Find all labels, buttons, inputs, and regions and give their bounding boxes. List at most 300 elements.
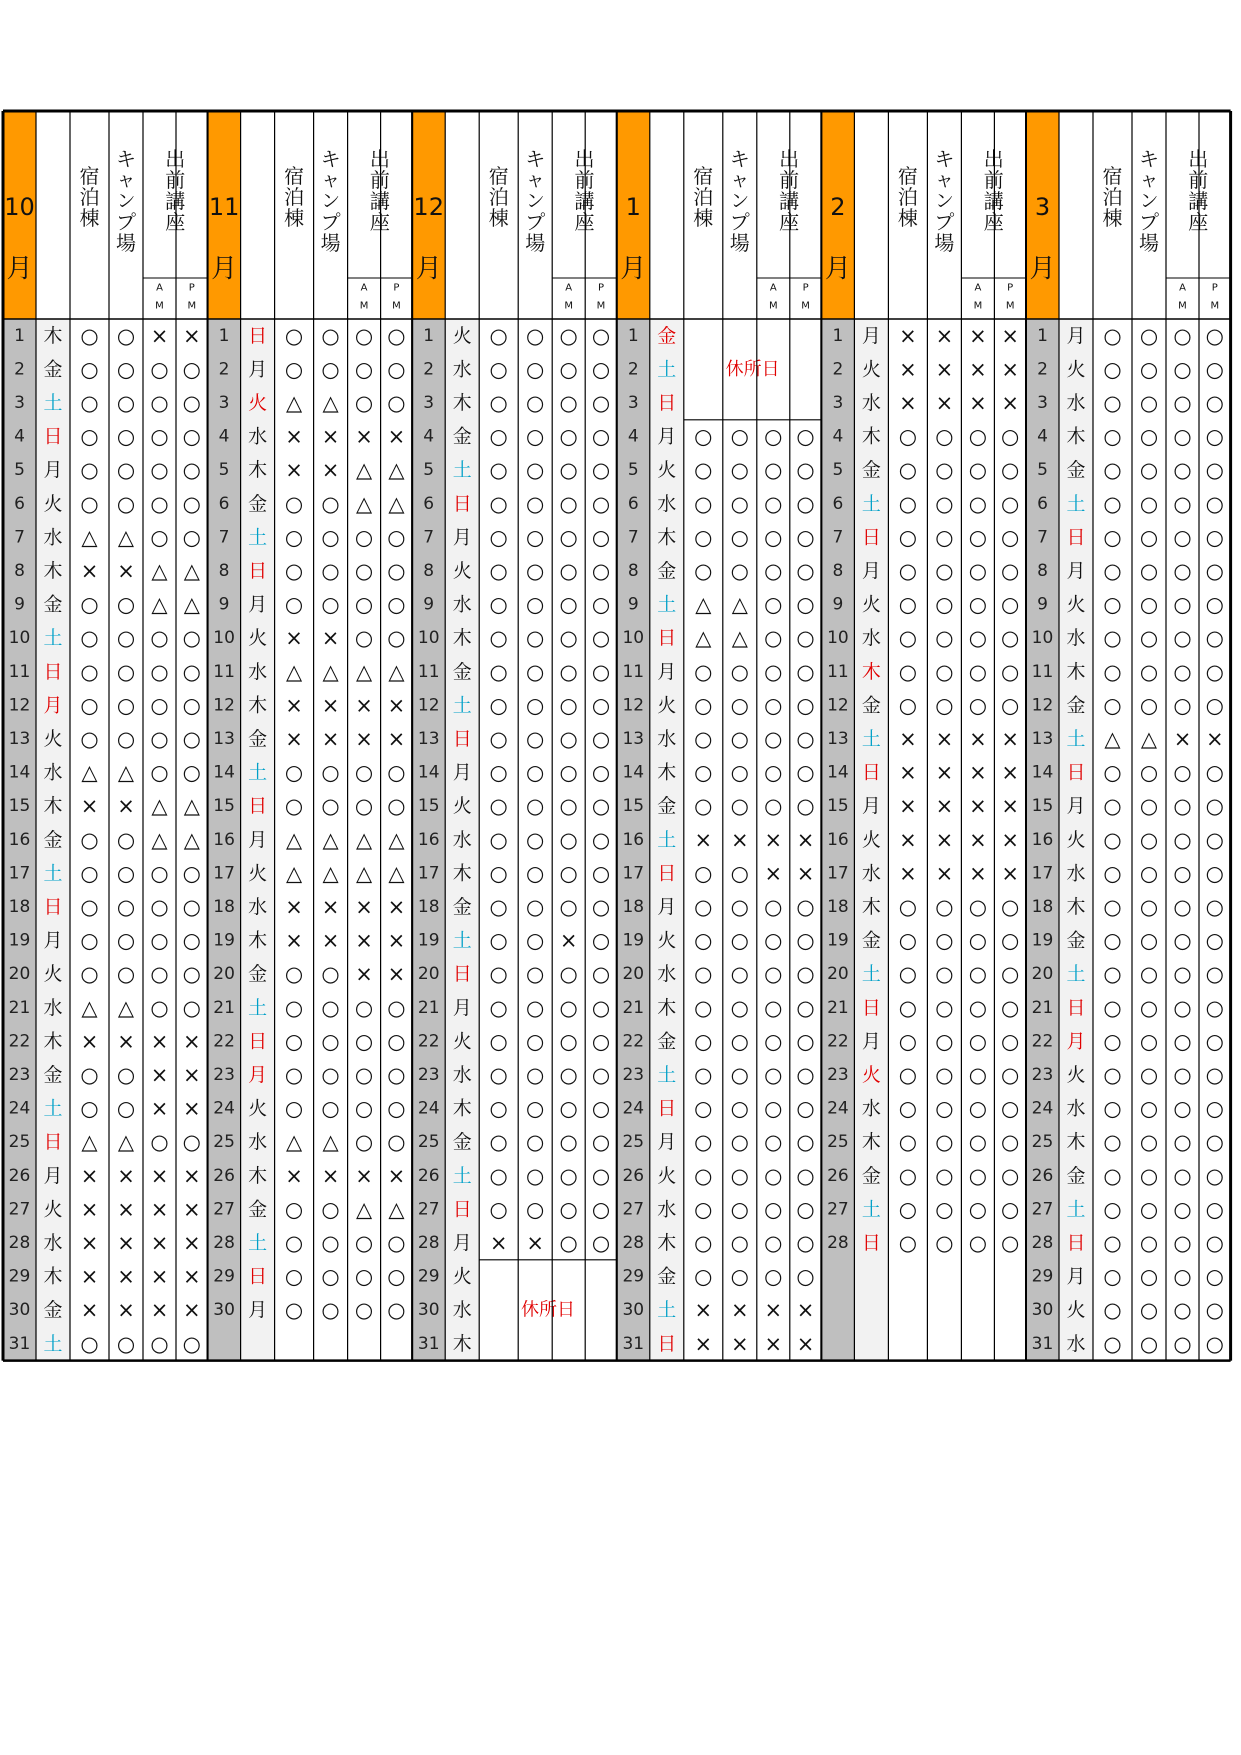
month-2-mark-15-1: × [935, 794, 954, 819]
month-3-mark-3-0: ○ [1103, 391, 1122, 415]
month-10-day-10: 10 [8, 628, 31, 649]
month-10-mark-7-3: ○ [182, 525, 201, 550]
month-3-mark-21-3: ○ [1205, 995, 1224, 1020]
month-10-day-7: 7 [14, 527, 25, 548]
month-3-mark-19-0: ○ [1103, 928, 1122, 953]
month-12-mark-8-2: ○ [559, 559, 578, 583]
month-3-weekday-14: 日 [1066, 761, 1086, 784]
month-2-day-10: 10 [827, 628, 849, 649]
month-1-day-6: 6 [627, 493, 639, 514]
month-3-label-camp [1139, 147, 1159, 255]
month-2-mark-22-3: ○ [1001, 1029, 1020, 1054]
svg-text:泊: 泊 [284, 185, 305, 209]
month-1-day-13: 13 [622, 729, 645, 749]
month-3-mark-29-2: ○ [1173, 1264, 1192, 1289]
month-10-mark-16-1: ○ [116, 827, 136, 852]
month-3-mark-8-0: ○ [1103, 559, 1122, 583]
month-3-mark-3-3: ○ [1205, 391, 1224, 415]
svg-text:プ: プ [729, 210, 750, 234]
month-12-mark-7-1: ○ [526, 525, 545, 550]
month-12-weekday-17: 木 [452, 862, 472, 885]
month-3-day-20: 20 [1031, 964, 1054, 985]
month-10-mark-10-0: ○ [80, 626, 99, 651]
month-12-day-30: 30 [417, 1300, 440, 1321]
month-1-mark-9-2: ○ [764, 592, 783, 617]
svg-text:キ: キ [729, 147, 750, 171]
month-3-mark-21-0: ○ [1103, 995, 1122, 1020]
month-11-day-8: 8 [218, 561, 230, 581]
month-2-mark-13-3: × [1001, 727, 1020, 751]
month-10-day-4: 4 [14, 426, 25, 447]
month-11-mark-28-3: ○ [387, 1231, 406, 1255]
month-2-mark-5-1: ○ [935, 458, 954, 483]
month-12-mark-10-2: ○ [559, 626, 578, 651]
month-11-weekday-3: 火 [248, 392, 268, 414]
month-1-weekday-26: 火 [657, 1164, 677, 1187]
month-11-mark-16-1: △ [322, 827, 339, 852]
month-3-day-25: 25 [1031, 1132, 1054, 1153]
month-1-day-30: 30 [622, 1300, 645, 1321]
month-1-mark-18-1: ○ [730, 895, 749, 919]
month-2-day-26: 26 [827, 1165, 849, 1186]
month-1-mark-17-0: ○ [694, 861, 713, 886]
month-1-mark-4-1: ○ [730, 424, 749, 449]
month-10-mark-24-0: ○ [80, 1096, 99, 1121]
month-12-mark-26-3: ○ [591, 1163, 611, 1188]
month-11-weekday-1: 日 [248, 324, 268, 347]
month-11-mark-1-3: ○ [387, 323, 406, 348]
month-3-mark-20-3: ○ [1205, 962, 1224, 987]
month-12-day-24: 24 [417, 1098, 440, 1119]
month-10-mark-28-3: × [182, 1231, 201, 1255]
month-12-label-camp [525, 147, 545, 255]
month-10-mark-2-0: ○ [80, 357, 99, 382]
month-10-mark-1-2: × [150, 323, 169, 348]
month-11-day-2: 2 [218, 359, 230, 380]
month-11-day-19: 19 [213, 930, 235, 951]
month-12-day-2: 2 [423, 359, 435, 380]
month-11-mark-17-2: △ [356, 861, 373, 886]
month-12-mark-10-1: ○ [526, 626, 545, 651]
svg-text:ャ: ャ [321, 169, 341, 191]
month-11-mark-3-0: △ [286, 391, 303, 415]
month-12-weekday-9: 水 [452, 593, 472, 616]
month-10-mark-27-0: × [80, 1197, 99, 1222]
month-3-mark-5-0: ○ [1103, 458, 1122, 483]
month-11-label-lecture [370, 147, 390, 234]
month-1-closed-label-0: 休所日 [725, 358, 780, 380]
month-12-mark-13-1: ○ [526, 727, 545, 751]
month-2-mark-22-0: ○ [898, 1029, 918, 1054]
month-1-mark-18-2: ○ [764, 895, 783, 919]
month-12-am-m: M [564, 300, 574, 312]
month-11-day-17: 17 [213, 863, 235, 884]
month-2-am-a: A [974, 282, 982, 294]
month-11-weekday-22: 日 [248, 1030, 268, 1053]
month-3-mark-11-0: ○ [1103, 659, 1122, 684]
svg-text:前: 前 [574, 168, 595, 192]
month-2-mark-4-0: ○ [898, 424, 918, 449]
month-1-mark-16-0: × [694, 827, 713, 852]
month-10-mark-30-0: × [80, 1298, 99, 1323]
month-10-weekday-22: 木 [43, 1030, 63, 1053]
month-10-mark-11-3: ○ [182, 659, 201, 684]
month-10-weekday-24: 土 [43, 1097, 63, 1120]
svg-text:ャ: ャ [730, 169, 750, 191]
month-2-mark-28-1: ○ [935, 1231, 954, 1255]
month-12-mark-18-0: ○ [489, 895, 508, 919]
svg-text:泊: 泊 [897, 185, 918, 209]
month-3-day-27: 27 [1031, 1199, 1054, 1220]
month-1-mark-12-2: ○ [764, 693, 783, 718]
month-3-mark-15-1: ○ [1139, 794, 1159, 819]
month-10-mark-27-3: × [182, 1197, 201, 1222]
month-10-mark-15-2: △ [151, 794, 168, 819]
month-12-mark-10-3: ○ [591, 626, 611, 651]
month-11-mark-3-1: △ [322, 391, 339, 415]
month-3-weekday-13: 土 [1066, 728, 1086, 750]
month-2-mark-1-0: × [899, 323, 917, 348]
month-10-mark-8-3: △ [183, 559, 200, 583]
month-11-mark-21-1: ○ [321, 995, 340, 1020]
month-12-mark-27-2: ○ [559, 1197, 578, 1222]
month-2-mark-24-2: ○ [968, 1096, 988, 1121]
month-10-day-16: 16 [8, 829, 31, 850]
month-11-mark-20-1: ○ [321, 962, 340, 987]
svg-text:前: 前 [1188, 168, 1209, 192]
month-10-mark-31-1: ○ [116, 1331, 136, 1356]
month-1-weekday-15: 金 [657, 795, 677, 818]
month-2-mark-19-0: ○ [898, 928, 918, 953]
month-1-mark-5-2: ○ [764, 458, 783, 483]
month-3-mark-12-2: ○ [1173, 693, 1192, 718]
month-11-mark-10-1: × [321, 626, 340, 651]
month-3-mark-19-2: ○ [1173, 928, 1192, 953]
month-1-day-4: 4 [627, 426, 639, 447]
month-1-mark-6-0: ○ [694, 491, 713, 516]
month-10-mark-14-2: ○ [150, 760, 169, 785]
month-3-mark-30-0: ○ [1103, 1298, 1122, 1323]
month-2-mark-7-0: ○ [898, 525, 918, 550]
month-12-day-21: 21 [417, 997, 440, 1018]
month-12-mark-11-2: ○ [559, 659, 578, 684]
month-2-mark-26-2: ○ [968, 1163, 988, 1188]
month-2-mark-9-3: ○ [1001, 592, 1020, 617]
month-10-mark-5-0: ○ [80, 458, 99, 483]
month-3-mark-8-1: ○ [1139, 559, 1159, 583]
month-1-day-19: 19 [622, 930, 645, 951]
month-1-mark-29-0: ○ [694, 1264, 713, 1289]
svg-text:棟: 棟 [284, 206, 305, 230]
month-12-mark-28-0: × [489, 1231, 508, 1255]
month-2-label-accommodation [898, 164, 918, 230]
svg-text:キ: キ [934, 147, 955, 171]
month-11-mark-5-0: × [285, 458, 303, 483]
month-10-day-26: 26 [8, 1165, 31, 1186]
month-2-mark-23-1: ○ [935, 1063, 954, 1087]
month-10-day-13: 13 [8, 729, 31, 749]
month-10-mark-21-2: ○ [150, 995, 169, 1020]
month-2-label-camp [934, 147, 954, 255]
month-2-mark-5-0: ○ [898, 458, 918, 483]
svg-text:場: 場 [1139, 231, 1159, 255]
month-3-mark-18-2: ○ [1173, 895, 1192, 919]
month-10-mark-28-0: × [80, 1231, 99, 1255]
month-11-mark-16-2: △ [356, 827, 373, 852]
month-2-day-17: 17 [827, 863, 849, 884]
month-12-mark-5-3: ○ [591, 458, 611, 483]
month-10-day-24: 24 [8, 1098, 31, 1119]
month-10-day-12: 12 [8, 695, 31, 716]
month-10-mark-4-3: ○ [182, 424, 201, 449]
svg-text:出: 出 [165, 147, 186, 171]
month-11-mark-10-2: ○ [354, 626, 374, 651]
month-11-day-10: 10 [213, 628, 235, 649]
month-1-mark-26-2: ○ [764, 1163, 783, 1188]
month-2-mark-20-0: ○ [898, 962, 918, 987]
month-3-mark-31-2: ○ [1173, 1331, 1192, 1356]
month-11-day-25: 25 [213, 1132, 235, 1153]
month-10-mark-18-0: ○ [80, 895, 99, 919]
month-1-day-14: 14 [622, 762, 645, 783]
month-3-pm-p: P [1211, 282, 1218, 294]
month-11-mark-15-0: ○ [284, 794, 304, 819]
month-11-day-18: 18 [213, 897, 235, 917]
svg-text:座: 座 [779, 210, 800, 234]
month-11-mark-13-2: × [355, 727, 373, 751]
month-10-mark-26-1: × [117, 1163, 135, 1188]
month-2-weekday-11: 木 [861, 660, 881, 683]
month-10-mark-25-3: ○ [182, 1130, 201, 1155]
month-1-weekday-18: 月 [657, 896, 677, 918]
month-10-day-27: 27 [8, 1199, 31, 1220]
month-3-day-3: 3 [1037, 393, 1048, 413]
month-1-mark-14-0: ○ [694, 760, 713, 785]
month-3-mark-16-1: ○ [1139, 827, 1159, 852]
month-3-weekday-20: 土 [1066, 963, 1086, 986]
svg-text:出: 出 [574, 147, 595, 171]
month-3-day-4: 4 [1037, 426, 1048, 447]
month-3-mark-6-3: ○ [1205, 491, 1224, 516]
month-10-weekday-28: 水 [43, 1232, 63, 1254]
month-10-label-lecture [165, 147, 185, 234]
month-1-mark-23-0: ○ [694, 1063, 713, 1087]
month-12-day-20: 20 [417, 964, 440, 985]
month-1-day-8: 8 [627, 561, 639, 581]
svg-text:ン: ン [730, 190, 750, 212]
month-3-mark-3-2: ○ [1173, 391, 1192, 415]
month-1-weekday-22: 金 [657, 1030, 677, 1053]
month-10-mark-2-2: ○ [150, 357, 169, 382]
month-3-day-2: 2 [1037, 359, 1048, 380]
month-11-weekday-27: 金 [248, 1198, 268, 1221]
month-1-day-27: 27 [622, 1199, 645, 1220]
month-10-day-2: 2 [14, 359, 25, 380]
month-2-mark-21-0: ○ [898, 995, 918, 1020]
month-10-mark-3-2: ○ [150, 391, 169, 415]
month-3-mark-4-0: ○ [1103, 424, 1122, 449]
month-1-mark-8-3: ○ [796, 559, 815, 583]
month-1-weekday-2: 土 [657, 358, 677, 381]
month-10-mark-29-1: × [117, 1264, 135, 1289]
month-3-mark-8-2: ○ [1173, 559, 1192, 583]
month-3-mark-9-2: ○ [1173, 592, 1192, 617]
month-12-mark-4-2: ○ [559, 424, 578, 449]
month-12-mark-20-2: ○ [559, 962, 578, 987]
month-1-day-26: 26 [622, 1165, 645, 1186]
month-11-mark-19-0: × [285, 928, 303, 953]
svg-text:前: 前 [165, 168, 186, 192]
month-2-mark-2-1: × [935, 357, 954, 382]
month-10-mark-20-2: ○ [150, 962, 169, 987]
month-11-mark-10-0: × [285, 626, 303, 651]
svg-text:ャ: ャ [934, 169, 954, 191]
month-1-day-7: 7 [627, 527, 639, 548]
month-10-weekday-6: 火 [43, 492, 63, 515]
month-10-weekday-10: 土 [43, 627, 63, 650]
month-2-day-3: 3 [832, 393, 844, 413]
month-2-mark-19-3: ○ [1001, 928, 1020, 953]
month-10-mark-18-2: ○ [150, 895, 169, 919]
month-3-weekday-2: 火 [1066, 358, 1086, 381]
month-10-weekday-29: 木 [43, 1265, 63, 1288]
month-12-mark-5-0: ○ [489, 458, 508, 483]
month-10-mark-31-2: ○ [150, 1331, 169, 1356]
month-2-mark-19-1: ○ [935, 928, 954, 953]
month-2-mark-8-2: ○ [968, 559, 988, 583]
month-2-mark-6-1: ○ [935, 491, 954, 516]
month-1-mark-20-0: ○ [694, 962, 713, 987]
month-1-day-12: 12 [622, 695, 645, 716]
month-11-mark-7-3: ○ [387, 525, 406, 550]
month-10-weekday-21: 水 [43, 996, 63, 1019]
month-3-weekday-4: 木 [1066, 425, 1086, 448]
month-11-mark-15-2: ○ [354, 794, 374, 819]
month-2-mark-21-2: ○ [968, 995, 988, 1020]
month-12-weekday-27: 日 [452, 1198, 472, 1221]
month-10-mark-30-3: × [182, 1298, 201, 1323]
month-12-mark-9-0: ○ [489, 592, 508, 617]
month-2-mark-7-3: ○ [1001, 525, 1020, 550]
svg-text:宿: 宿 [897, 164, 918, 188]
month-11-mark-2-0: ○ [284, 357, 304, 382]
month-2-mark-23-0: ○ [898, 1063, 918, 1087]
month-1-mark-20-3: ○ [796, 962, 815, 987]
month-12-weekday-13: 日 [452, 728, 472, 750]
month-2-mark-27-3: ○ [1001, 1197, 1020, 1222]
month-1-mark-10-2: ○ [764, 626, 783, 651]
month-2-mark-13-1: × [935, 727, 954, 751]
month-12-mark-20-0: ○ [489, 962, 508, 987]
month-1-mark-8-2: ○ [764, 559, 783, 583]
month-2-mark-17-2: × [969, 861, 987, 886]
month-12-mark-20-1: ○ [526, 962, 545, 987]
month-3-day-5: 5 [1037, 460, 1048, 481]
month-12-mark-16-1: ○ [526, 827, 545, 852]
month-12-am-a: A [565, 282, 573, 294]
month-1-mark-10-0: △ [695, 626, 712, 651]
month-2-mark-12-2: ○ [968, 693, 988, 718]
month-12-mark-24-0: ○ [489, 1096, 508, 1121]
month-11-day-28: 28 [213, 1233, 235, 1253]
month-10-day-23: 23 [8, 1065, 31, 1085]
month-11-mark-13-3: × [387, 727, 406, 751]
svg-text:棟: 棟 [693, 206, 714, 230]
month-3-mark-16-2: ○ [1173, 827, 1192, 852]
month-10-mark-1-3: × [182, 323, 201, 348]
month-1-mark-15-3: ○ [796, 794, 815, 819]
month-2-mark-28-3: ○ [1001, 1231, 1020, 1255]
month-1-mark-11-3: ○ [796, 659, 815, 684]
month-12-day-19: 19 [417, 930, 440, 951]
svg-text:出: 出 [1188, 147, 1209, 171]
month-1-mark-6-3: ○ [796, 491, 815, 516]
month-10-mark-5-1: ○ [116, 458, 136, 483]
month-1-mark-27-0: ○ [694, 1197, 713, 1222]
month-10-mark-6-3: ○ [182, 491, 201, 516]
svg-text:泊: 泊 [1102, 185, 1123, 209]
month-1-mark-9-0: △ [695, 592, 712, 617]
month-11-day-26: 26 [213, 1165, 235, 1186]
month-12-day-12: 12 [417, 695, 440, 716]
month-1-weekday-30: 土 [657, 1299, 677, 1322]
month-3-mark-4-3: ○ [1205, 424, 1224, 449]
month-10-day-14: 14 [8, 762, 31, 783]
month-11-weekday-25: 水 [248, 1131, 268, 1154]
month-1-mark-28-1: ○ [730, 1231, 749, 1255]
month-1-weekday-21: 木 [657, 996, 677, 1019]
month-11-day-30: 30 [213, 1300, 235, 1321]
month-12-mark-12-2: ○ [559, 693, 578, 718]
month-12-mark-10-0: ○ [489, 626, 508, 651]
month-11-mark-3-3: ○ [387, 391, 406, 415]
month-11-mark-27-2: △ [356, 1197, 373, 1222]
month-11-mark-30-3: ○ [387, 1298, 406, 1323]
month-10-mark-27-2: × [150, 1197, 169, 1222]
month-10-mark-3-1: ○ [116, 391, 136, 415]
month-11-weekday-13: 金 [248, 728, 268, 750]
month-1-mark-12-0: ○ [694, 693, 713, 718]
month-12-pm-p: P [597, 282, 605, 294]
svg-text:座: 座 [983, 210, 1004, 234]
month-3-mark-14-3: ○ [1205, 760, 1224, 785]
month-10-mark-12-3: ○ [182, 693, 201, 718]
month-10-mark-23-3: × [182, 1063, 201, 1087]
month-3-mark-15-2: ○ [1173, 794, 1192, 819]
month-10-mark-26-0: × [80, 1163, 99, 1188]
month-2-mark-16-1: × [935, 827, 954, 852]
month-10-mark-24-2: × [150, 1096, 169, 1121]
month-1-day-17: 17 [622, 863, 645, 884]
month-3-mark-23-1: ○ [1139, 1063, 1159, 1087]
month-11-mark-14-0: ○ [284, 760, 304, 785]
month-11-mark-12-1: × [321, 693, 340, 718]
month-12-mark-26-1: ○ [526, 1163, 545, 1188]
month-11-mark-17-0: △ [286, 861, 303, 886]
month-11-day-23: 23 [213, 1065, 235, 1085]
month-12-mark-22-0: ○ [489, 1029, 508, 1054]
month-3-day-31: 31 [1031, 1333, 1054, 1354]
month-2-weekday-8: 月 [861, 560, 881, 582]
month-12-mark-23-0: ○ [489, 1063, 508, 1087]
month-12-day-23: 23 [417, 1065, 440, 1085]
month-10-weekday-8: 木 [43, 560, 63, 582]
month-11-weekday-28: 土 [248, 1232, 268, 1254]
month-2-mark-6-3: ○ [1001, 491, 1020, 516]
month-3-mark-13-1: △ [1140, 727, 1158, 751]
month-11-day-21: 21 [213, 997, 235, 1018]
svg-text:講: 講 [574, 189, 595, 213]
